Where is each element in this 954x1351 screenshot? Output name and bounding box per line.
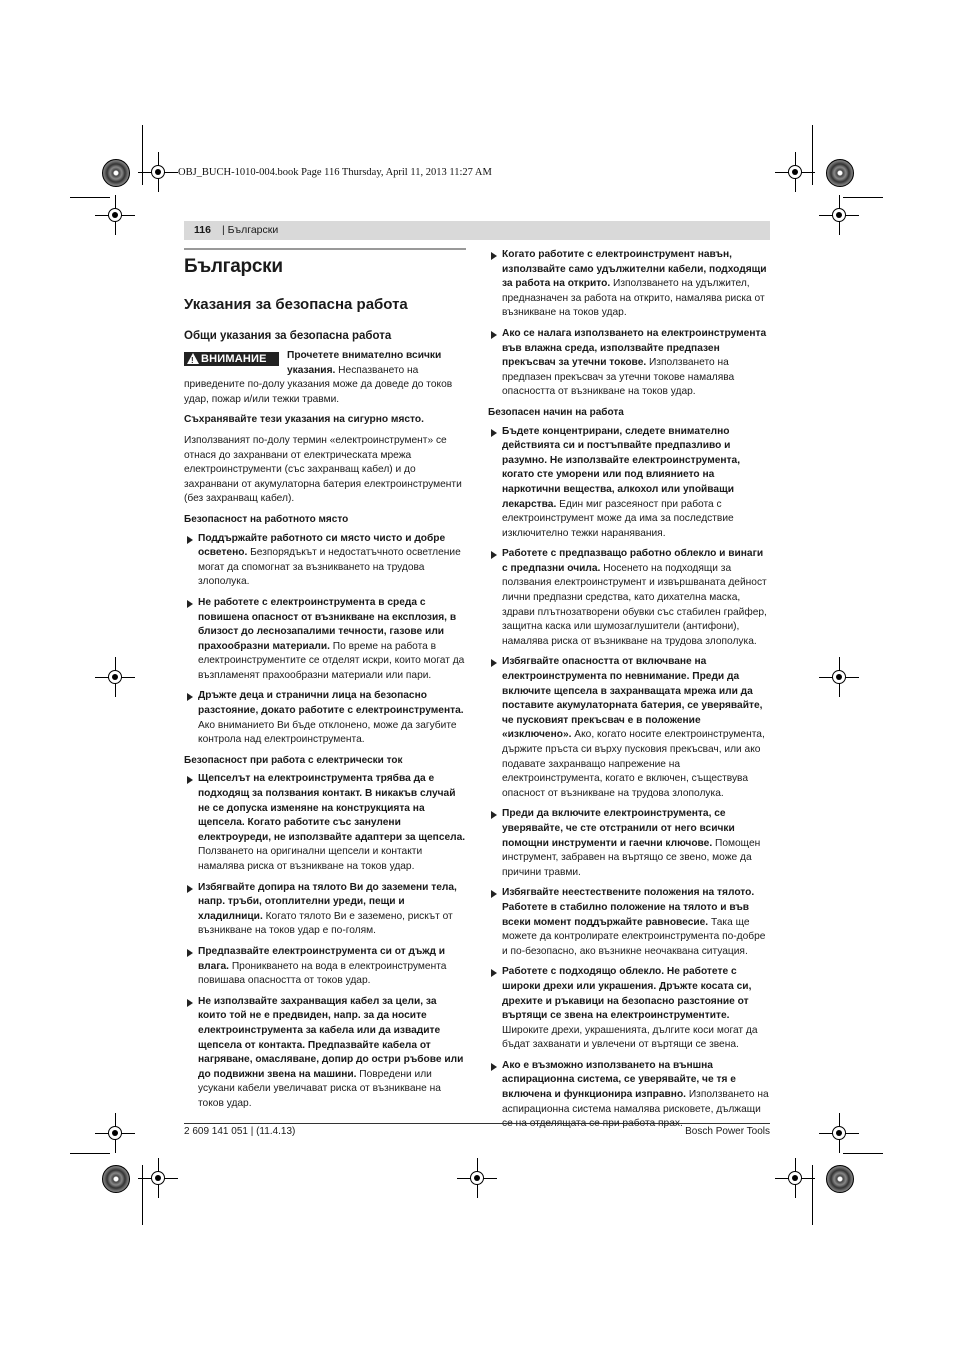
workplace-heading: Безопасност на работното място <box>184 513 349 525</box>
electrical-list-a <box>184 772 466 1111</box>
bullet-item: Щепселът на електроинструмента трябва да е подходящ за ползвания контакт. В никакъв случай не се допуска изменяне на конструкцията на щепсела. Когато работите със занулени електроуреди, не използвайте адаптери за щепсела. Ползването на оригинални щепсели и контакти намалява риска от възникване на токов удар. <box>184 772 466 874</box>
registration-disc-icon <box>826 159 854 187</box>
bullet-item: Избягвайте опасността от включване на електроинструмента по невнимание. Преди да включите щепсела в захранващата мрежа или да поставите акумулаторната батерия, се уверявайте, че пусковият прекъсвач е в положение «изключено». Ако, когато носите електроинструмента, държите пръста си върху пусковия прекъсвач, или ако подавате захранващо напрежение на електроинструмента, когато е включен, съществува опасност от възникване на трудова злополука. <box>488 655 770 801</box>
personal-heading: Безопасен начин на работа <box>488 406 624 418</box>
crop-line <box>812 125 813 185</box>
bullet-item: Работете с предпазващо работно облекло и винаги с предпазни очила. Носенето на подходящи за ползвания електроинструмент и извършваната дейност лични предпазни средства, като дихателна маска, здрави плътнозатворени обувки със стабилен грайфер, защитна каска или шумозаглушители (антифони), намалява риска от възникване на трудова злополука. <box>488 547 770 649</box>
bullet-item: Не използвайте захранващия кабел за цели, за които той не е предвиден, напр. за да носите електроинструмента за кабела или да извадите щепсела от контакта. Предпазвайте кабела от нагряване, омасляване, допир до остри ръбове или до подвижни звена на машини. Повредени или усукани кабели увеличават риска от възникване на токов удар. <box>184 995 466 1112</box>
footer-left: 2 609 141 051 | (11.4.13) <box>184 1126 296 1137</box>
personal-list <box>488 425 770 1132</box>
general-heading: Общи указания за безопасна работа <box>184 330 392 342</box>
crop-line <box>142 1165 143 1225</box>
bullet-item: Избягвайте неестествените положения на тялото. Работете в стабилно положение на тялото и във всеки момент поддържайте равновесие. Така ще можете да контролирате електроинструмента по-добре и по-безопасно, ако възникне неочаквана ситуация. <box>488 886 770 959</box>
bullet-item: Не работете с електроинструмента в среда с повишена опасност от възникване на експлозия, в близост до леснозапалими течности, газове или прахообразни материали. По време на работа в електроинструментите се отделят искри, които могат да възпламенят прахообразни материали или пари. <box>184 596 466 684</box>
crop-line <box>843 197 883 198</box>
page-title: Български <box>184 256 283 277</box>
electrical-list-b <box>488 248 770 400</box>
footer-right: Bosch Power Tools <box>685 1126 770 1137</box>
crop-line <box>812 1165 813 1225</box>
bullet-item: Бъдете концентрирани, следете внимателно действията си и постъпвайте предпазливо и разумно. Не използвайте електроинструмента, когато сте уморени или под влиянието на наркотични вещества, алкохол или упойващи лекарства. Един миг разсеяност при работа с електроинструмент може да има за последствие изключително тежки наранявания. <box>488 425 770 542</box>
crop-line <box>70 1153 110 1154</box>
bullet-item: Избягвайте допира на тялото Ви до заземени тела, напр. тръби, отоплителни уреди, пещи и хладилници. Когато тялото Ви е заземено, рискът от възникване на токов удар е по-голям. <box>184 881 466 939</box>
bullet-item: Работете с подходящо облекло. Не работете с широки дрехи или украшения. Дръжте косата си, дрехите и ръкавици на безопасно разстояние от въртящи се звена на електроинструментите. Широките дрехи, украшенията, дългите коси могат да бъдат захванати и увлечени от въртящи се звена. <box>488 965 770 1053</box>
left-column <box>184 248 466 1118</box>
bullet-item: Когато работите с електроинструмент навън, използвайте само удължителни кабели, подходящи за работа на открито. Използването на удължител, предназначен за работа на открито, намалява риска от възникване на токов удар. <box>488 248 770 321</box>
page-header-bar <box>184 221 770 240</box>
registration-disc-icon <box>102 159 130 187</box>
bullet-item: Ако е възможно използването на външна аспирационна система, се уверявайте, че тя е включена и функционира изправно. Използването на аспирационна система намалява рисковете, дължащи се на отделящата се при работа прах. <box>488 1059 770 1132</box>
page-number: 116 <box>194 224 211 236</box>
warning-triangle-icon <box>187 353 199 364</box>
bullet-item: Поддържайте работното си място чисто и добре осветено. Безпорядъкът и недостатъчното осветление могат да спомогнат за възникването на трудова злополука. <box>184 532 466 590</box>
electrical-heading: Безопасност при работа с електрически ток <box>184 754 403 766</box>
footer-rule <box>184 1123 770 1124</box>
term-note: Използваният по-долу термин «електроинструмент» се отнася до захранвани от електрическата мрежа електроинструменти (със захранващ кабел) и до захранвани от акумулаторна батерия електроинструменти (без захранващ кабел). <box>184 434 462 505</box>
crop-line <box>142 125 143 185</box>
bullet-item: Дръжте деца и странични лица на безопасно разстояние, докато работите с електроинструмента. Ако вниманието Ви бъде отклонено, може да загубите контрола над електроинструмента. <box>184 689 466 747</box>
section-title: Указания за безопасна работа <box>184 296 408 313</box>
workplace-list <box>184 532 466 748</box>
right-column <box>488 248 770 1138</box>
bullet-item: Предпазвайте електроинструмента си от дъжд и влага. Проникването на вода в електроинструмента повишава опасността от токов удар. <box>184 945 466 989</box>
file-header: OBJ_BUCH-1010-004.book Page 116 Thursday, April 11, 2013 11:27 AM <box>178 167 492 178</box>
page-language: | Български <box>222 224 279 236</box>
warning-text: Неспазването на приведените по-долу указания може да доведе до токов удар, пожар и/или тежки травми. <box>184 364 453 405</box>
title-rule <box>184 248 466 250</box>
warning-bold: Прочетете внимателно всички указания. <box>287 350 442 376</box>
registration-disc-icon <box>826 1165 854 1193</box>
warning-block <box>184 349 466 407</box>
bullet-item: Ако се налага използването на електроинструмента във влажна среда, използвайте предпазен прекъсвач за утечни токове. Използването на предпазен прекъсвач за утечни токове намалява опасността от възникване на токов удар. <box>488 327 770 400</box>
warning-badge: ! ВНИМАНИЕ <box>184 352 279 366</box>
bullet-item: Преди да включите електроинструмента, се уверявайте, че сте отстранили от него всички помощни инструменти и гаечни ключове. Помощен инструмент, забравен на въртящо се звено, може да причини травми. <box>488 807 770 880</box>
keep-note: Съхранявайте тези указания на сигурно място. <box>184 414 424 426</box>
crop-line <box>843 1153 883 1154</box>
registration-disc-icon <box>102 1165 130 1193</box>
crop-line <box>70 197 110 198</box>
